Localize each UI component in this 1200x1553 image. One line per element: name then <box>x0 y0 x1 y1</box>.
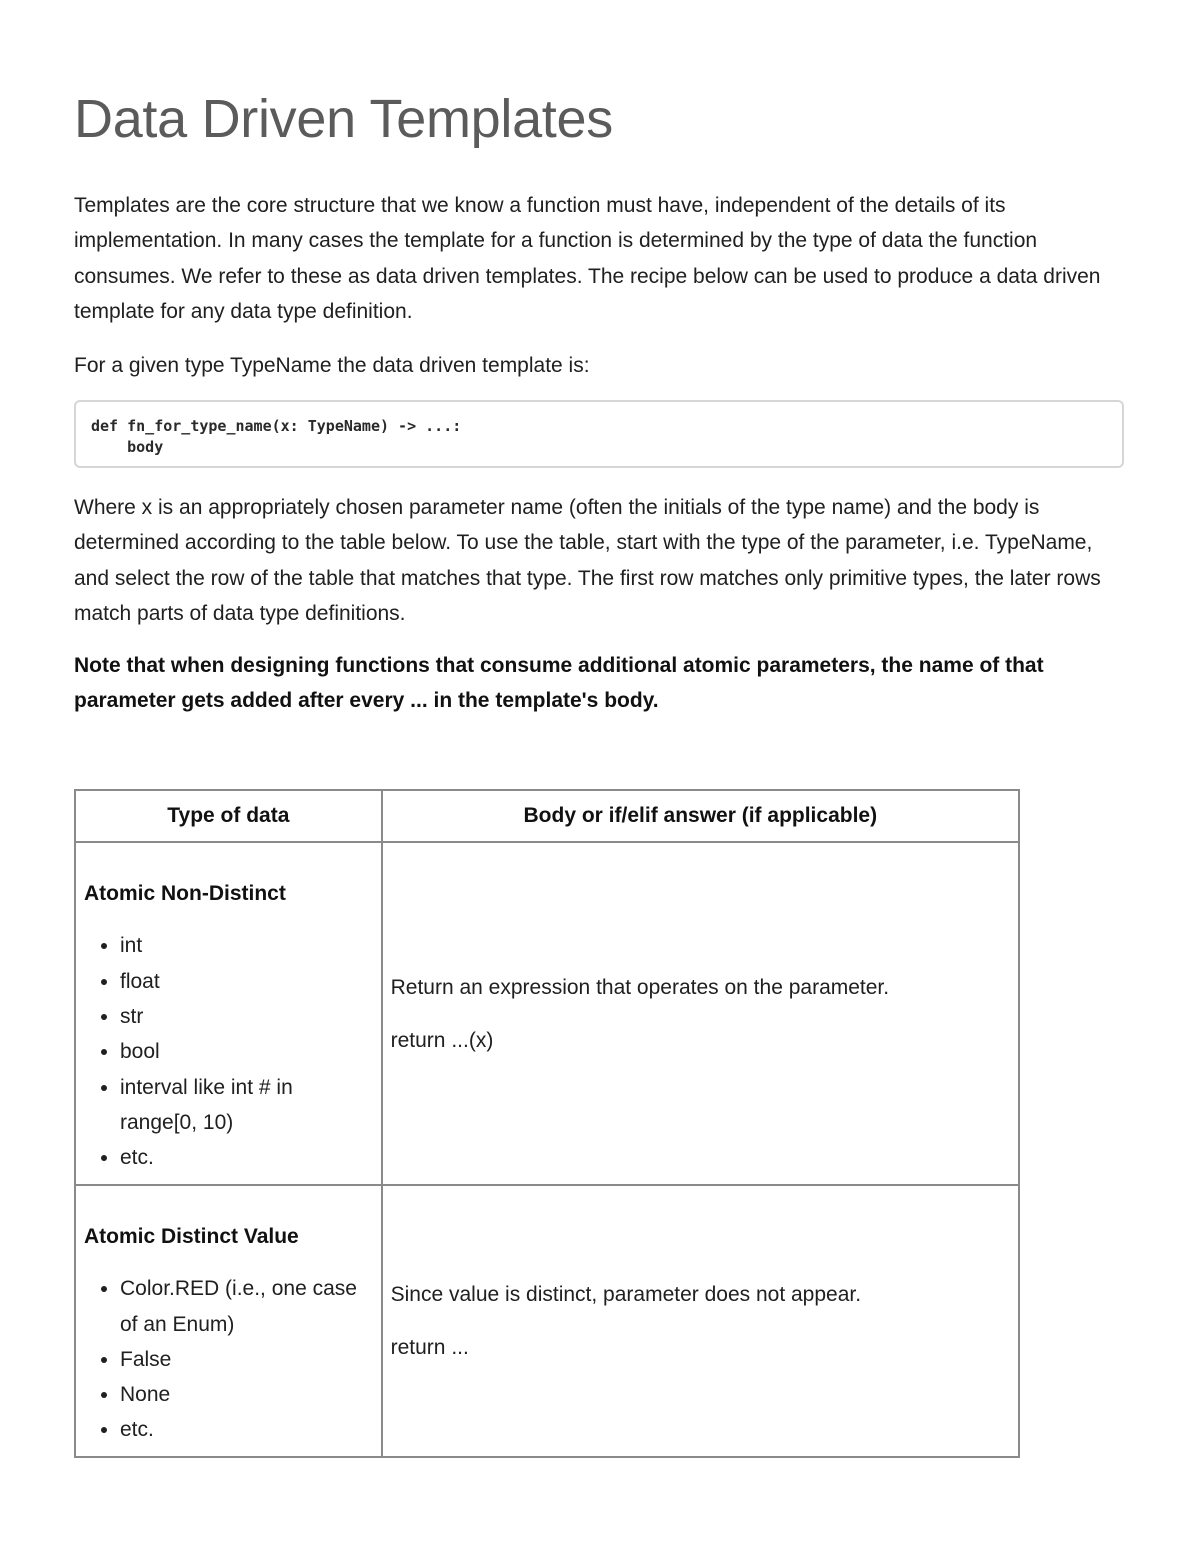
intro-paragraph: Templates are the core structure that we know a function must have, independent of the details of its implementation. In many cases the template for a function is determined by the type of data the function consumes. We refer to these as data driven templates. The recipe below can be used to produce a data driven template for any data type definition. <box>74 194 1101 323</box>
type-title: Atomic Non-Distinct <box>84 882 286 906</box>
note-paragraph: Note that when designing functions that consume additional atomic parameters, the name of that parameter gets added after every ... in the template's body. <box>74 654 1044 713</box>
code-text <box>91 416 461 458</box>
where-paragraph: Where x is an appropriately chosen parameter name (often the initials of the type name) and the body is determined according to the table below. To use the table, start with the type of the parameter, i.e. TypeName, and select the row of the table that matches that type. The first row matches only primitive types, the later rows match parts of data type definitions. <box>74 496 1101 625</box>
body-return: return ... <box>390 1336 469 1359</box>
type-list <box>84 928 373 1175</box>
code-line: def fn_for_type_name(x: TypeName) -> ...: <box>91 417 462 435</box>
list-item: • int <box>120 928 373 963</box>
type-cell <box>75 1185 382 1457</box>
given-type-paragraph: For a given type TypeName the data driven template is: <box>74 354 590 377</box>
header-type-of-data: Type of data <box>75 790 382 842</box>
table-row <box>75 842 1019 1185</box>
list-item: • bool <box>120 1034 373 1069</box>
table-row <box>75 1185 1019 1457</box>
body-cell <box>382 842 1019 1185</box>
code-block <box>74 400 1124 468</box>
list-item: • str <box>120 999 373 1034</box>
type-list <box>84 1271 373 1447</box>
header-body-answer: Body or if/elif answer (if applicable) <box>382 790 1019 842</box>
list-item: • float <box>120 964 373 999</box>
list-item: • etc. <box>120 1412 373 1447</box>
table-header-row <box>75 790 1019 842</box>
list-item: • False <box>120 1342 373 1377</box>
page-title: Data Driven Templates <box>74 89 613 149</box>
body-description: Since value is distinct, parameter does not appear. <box>390 1283 862 1306</box>
code-line: body <box>91 438 164 456</box>
list-item: • Color.RED (i.e., one case of an Enum) <box>120 1271 373 1342</box>
type-title: Atomic Distinct Value <box>84 1225 299 1249</box>
body-return: return ...(x) <box>390 1028 494 1052</box>
type-cell <box>75 842 382 1185</box>
list-item: • interval like int # in range[0, 10) <box>120 1070 373 1141</box>
list-item: • None <box>120 1377 373 1412</box>
template-table <box>74 789 1020 1458</box>
body-description: Return an expression that operates on the parameter. <box>390 975 890 999</box>
body-cell <box>382 1185 1019 1457</box>
list-item: • etc. <box>120 1140 373 1175</box>
